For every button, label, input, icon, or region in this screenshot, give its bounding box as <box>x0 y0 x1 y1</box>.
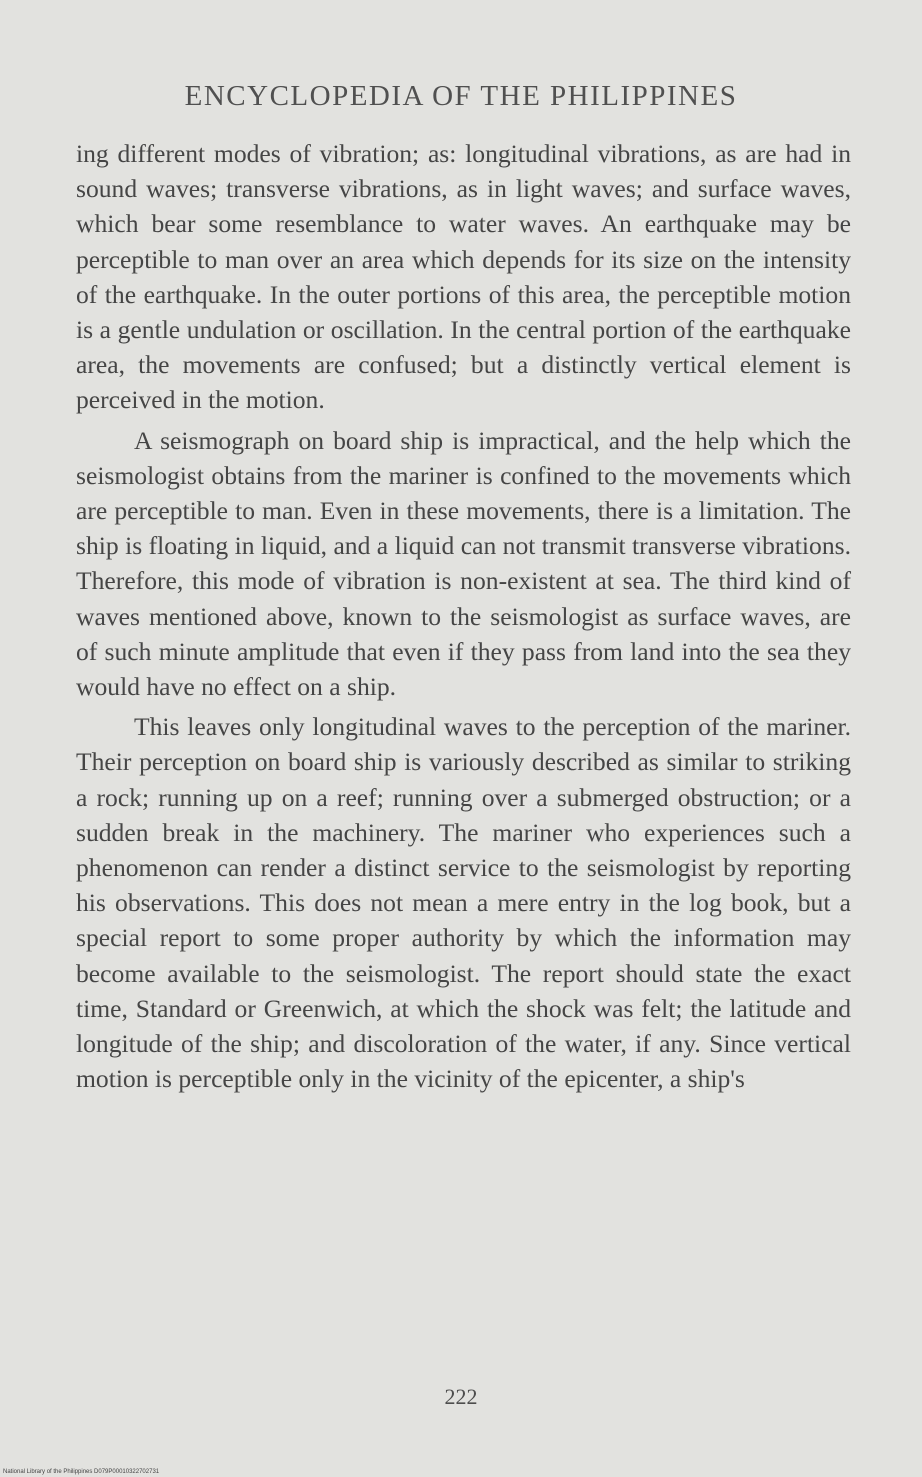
paragraph-2: A seismograph on board ship is impractical, and the help which the seismologist obtains from the mariner is confined to the movements which are perceptible to man. Even in these movements, there is a limitation. The ship is floating in liquid, and a liquid can not transmit transverse vibrations. Therefore, this mode of vibration is non-existent at sea. The third kind of waves mentioned above, known to the seismologist as surface waves, are of such minute amplitude that even if they pass from land into the sea they would have no effect on a ship. <box>76 425 851 702</box>
body-text <box>76 136 851 1096</box>
paragraph-3: This leaves only longitudinal waves to the perception of the mariner. Their perception on board ship is variously described as similar to striking a rock; running up on a reef; running over a submerged obstruction; or a sudden break in the machinery. The mariner who experiences such a phenomenon can render a distinct service to the seismologist by reporting his observations. This does not mean a mere entry in the log book, but a special report to some proper authority by which the information may become available to the seismologist. The report should state the exact time, Standard or Greenwich, at which the shock was felt; the latitude and longitude of the ship; and discoloration of the water, if any. Since vertical motion is perceptible only in the vicinity of the epicenter, a ship's <box>76 712 851 1094</box>
paragraph-1: ing different modes of vibration; as: longitudinal vibrations, as are had in sound waves; transverse vibrations, as in light waves; and surface waves, which bear some resemblance to water waves. An earthquake may be perceptible to man over an area which depends for its size on the intensity of the earthquake. In the outer portions of this area, the perceptible motion is a gentle undulation or oscillation. In the central portion of the earthquake area, the movements are confused; but a distinctly vertical element is perceived in the motion. <box>76 139 851 415</box>
running-head: ENCYCLOPEDIA OF THE PHILIPPINES <box>184 80 738 112</box>
footer-credit: National Library of the Philippines D079P00010322702731 <box>3 1469 160 1475</box>
page-number: 222 <box>444 1384 478 1409</box>
